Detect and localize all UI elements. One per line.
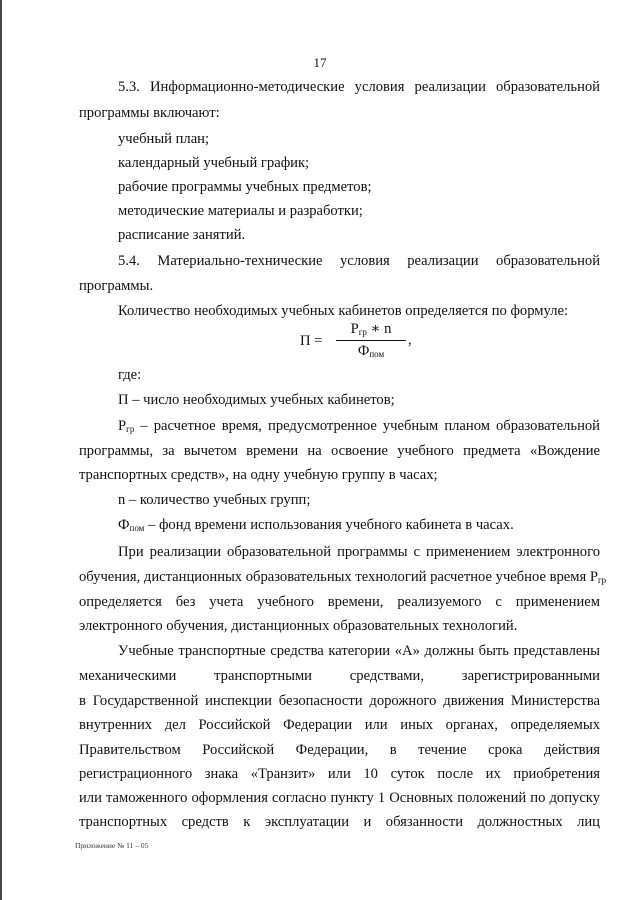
text-line: Учебные транспортные средства категории «А» должны быть представлены bbox=[118, 643, 600, 659]
text-line: 5.3. Информационно-методические условия реализации образовательной bbox=[118, 79, 600, 95]
formula-fraction bbox=[336, 320, 406, 361]
text-line: внутренних дел Российской Федерации или иных органах, определяемых bbox=[79, 717, 600, 733]
text-line: в Государственной инспекции безопасности дорожного движения Министерства bbox=[79, 693, 600, 709]
text-line: электронного обучения, дистанционных образовательных технологий. bbox=[79, 618, 518, 634]
formula-comma: , bbox=[408, 332, 412, 348]
formula-lhs: П = bbox=[300, 333, 323, 349]
text-line: программы, за вычетом времени на освоение учебного предмета «Вождение bbox=[79, 443, 600, 459]
text-line: 5.4. Материально-технические условия реализации образовательной bbox=[118, 253, 600, 269]
formula-numerator: $Р_{гр}$ ∗ n bbox=[350, 321, 392, 337]
text-line: При реализации образовательной программы с применением электронного bbox=[118, 544, 600, 560]
text-line: $Р_{гр}$ – расчетное время, предусмотренное учебным планом образовательной bbox=[118, 418, 600, 434]
text-line: Количество необходимых учебных кабинетов определяется по формуле: bbox=[118, 303, 569, 319]
formula-denominator: $Ф_{пом}$ bbox=[357, 343, 385, 359]
text-line: программы. bbox=[79, 278, 154, 294]
text-line: регистрационного знака «Транзит» или 10 суток после их приобретения bbox=[79, 766, 600, 782]
text-line: программы включают: bbox=[79, 105, 220, 121]
text-line: или таможенного оформления согласно пункту 1 Основных положений по допуску bbox=[79, 790, 600, 806]
footer-note: Приложение № 11 – 05 bbox=[75, 841, 149, 850]
page-number: 17 bbox=[313, 55, 327, 70]
text-line: механическими транспортными средствами, зарегистрированными bbox=[79, 668, 600, 684]
text-line: определяется без учета учебного времени, реализуемого с применением bbox=[79, 594, 600, 610]
text-line: n – количество учебных групп; bbox=[118, 492, 311, 508]
text-line: календарный учебный график; bbox=[118, 155, 310, 171]
text-line: П – число необходимых учебных кабинетов; bbox=[118, 392, 395, 408]
text-line: $Ф_{пом}$ – фонд времени использования учебного кабинета в часах. bbox=[118, 517, 514, 533]
text-line: Правительством Российской Федерации, в течение срока действия bbox=[79, 742, 600, 758]
fraction-bar bbox=[336, 340, 406, 341]
text-line: рабочие программы учебных предметов; bbox=[118, 179, 372, 195]
text-line: методические материалы и разработки; bbox=[118, 203, 363, 219]
text-line: обучения, дистанционных образовательных технологий расчетное учебное время $Р_{гр}$ bbox=[79, 569, 607, 585]
text-line: учебный план; bbox=[118, 131, 210, 147]
text-line: где: bbox=[118, 367, 142, 383]
text-line: расписание занятий. bbox=[118, 227, 246, 243]
text-line: транспортных средств к эксплуатации и обязанности должностных лиц bbox=[79, 814, 600, 830]
scan-edge bbox=[0, 0, 2, 900]
text-line: транспортных средств», на одну учебную группу в часах; bbox=[79, 467, 438, 483]
